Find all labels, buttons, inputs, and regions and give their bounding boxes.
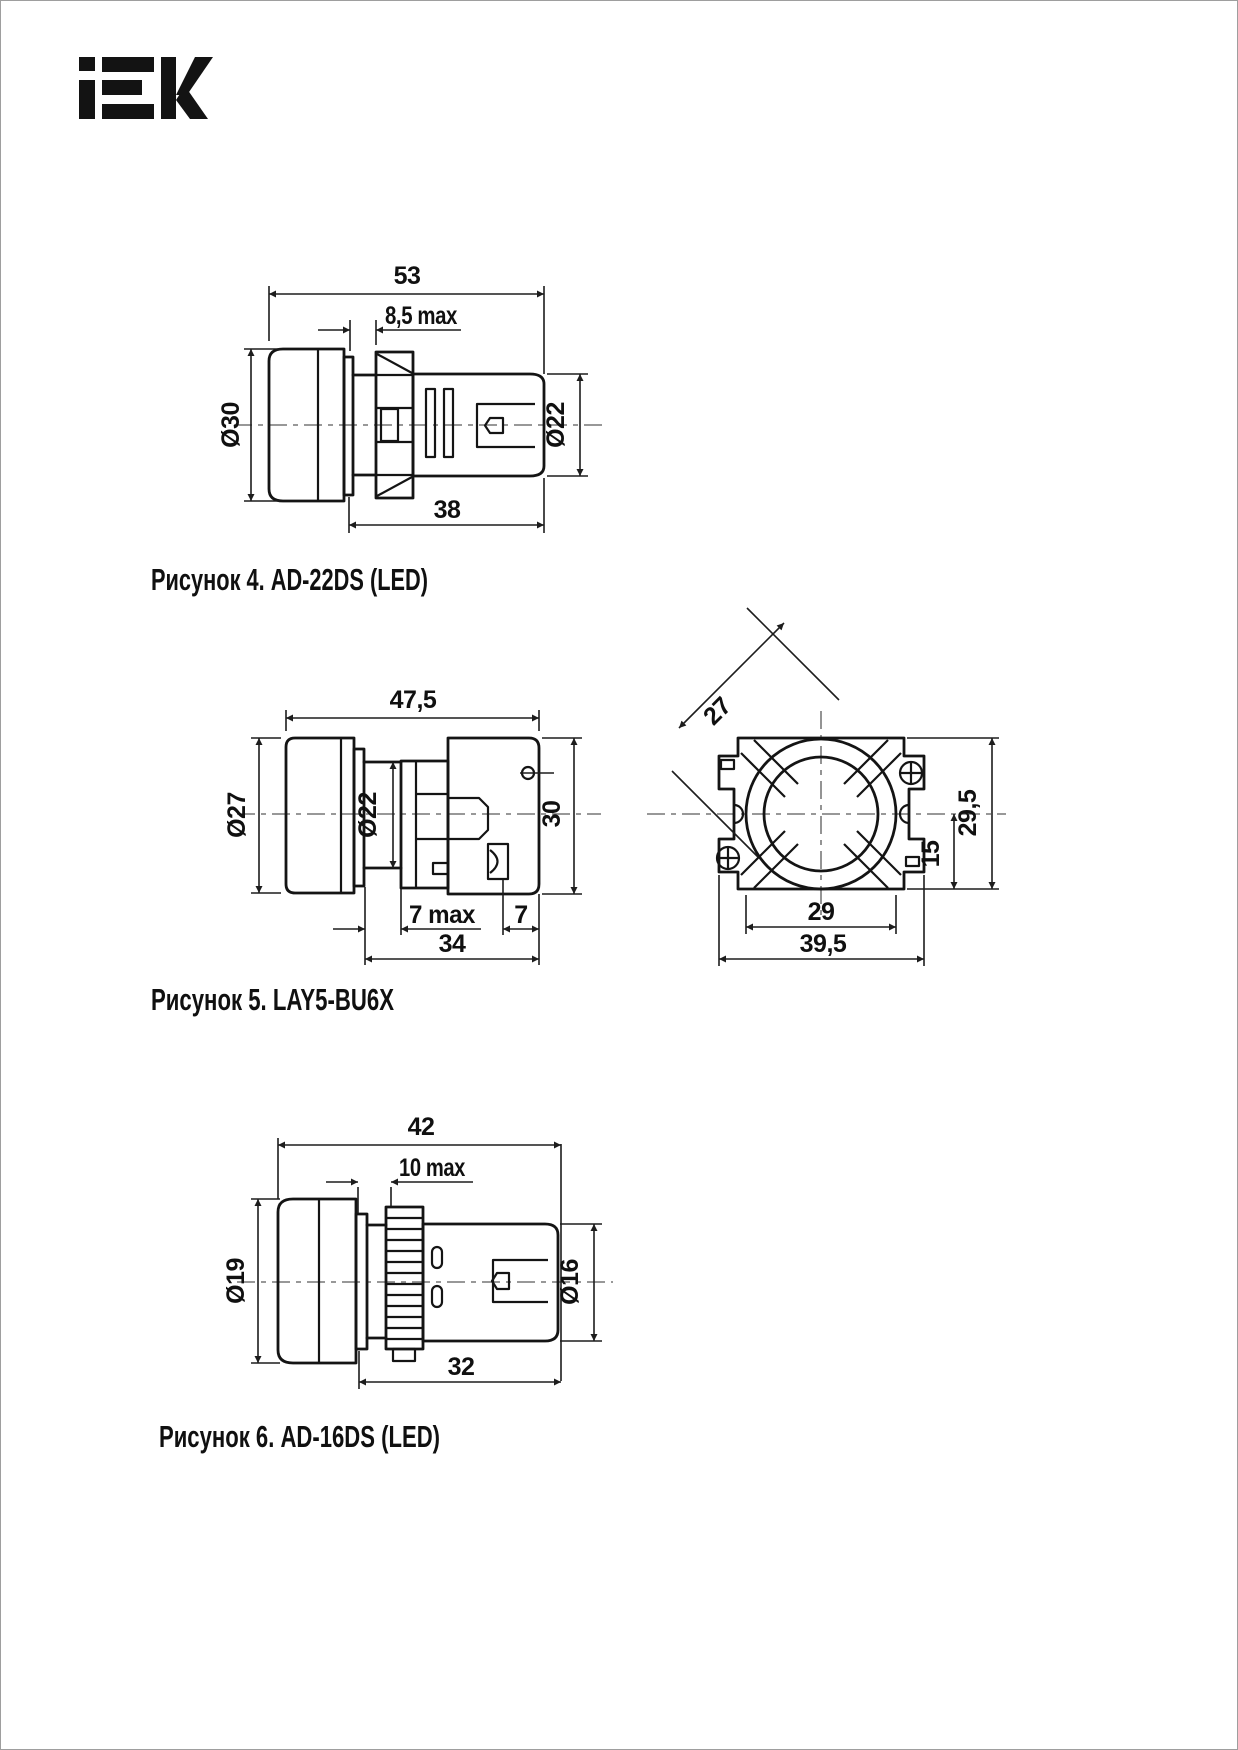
dim-label-d16: Ø16 bbox=[556, 1259, 584, 1305]
dim-label-34: 34 bbox=[438, 930, 466, 958]
dim-label-38: 38 bbox=[433, 496, 461, 524]
dim-label-8-5-max: 8,5 max bbox=[385, 302, 458, 330]
dim-label-d22: Ø22 bbox=[542, 402, 570, 448]
figure-6-caption: Рисунок 6. AD-16DS (LED) bbox=[159, 1419, 440, 1454]
dim-label-29-5: 29,5 bbox=[954, 789, 982, 837]
dim-label-7-max: 7 max bbox=[409, 901, 476, 929]
figure-4-caption: Рисунок 4. AD-22DS (LED) bbox=[151, 562, 428, 597]
dim-label-15: 15 bbox=[917, 840, 945, 868]
dim-label-d22: Ø22 bbox=[354, 792, 382, 838]
figure-5-caption: Рисунок 5. LAY5-BU6X bbox=[151, 982, 395, 1017]
dim-label-30: 30 bbox=[538, 800, 566, 828]
dim-label-32: 32 bbox=[447, 1353, 475, 1381]
dim-label-7: 7 bbox=[514, 901, 528, 929]
figure-5-front-dimensions bbox=[672, 608, 999, 966]
dim-label-42: 42 bbox=[407, 1113, 435, 1141]
dim-label-d30: Ø30 bbox=[217, 402, 245, 448]
dim-label-47-5: 47,5 bbox=[389, 686, 437, 714]
figure-5-side-view bbox=[223, 686, 601, 965]
iek-logo bbox=[79, 57, 213, 119]
dim-label-27: 27 bbox=[697, 691, 737, 731]
figure-4-drawing bbox=[217, 262, 602, 533]
figure-5-front-view bbox=[647, 608, 1006, 966]
dim-label-10-max: 10 max bbox=[399, 1154, 466, 1182]
dim-label-29: 29 bbox=[807, 898, 835, 926]
dim-label-53: 53 bbox=[393, 262, 421, 290]
figure-4-dimensions bbox=[217, 262, 588, 533]
drawing-canvas bbox=[1, 1, 1238, 1750]
dim-label-39-5: 39,5 bbox=[799, 930, 847, 958]
figure-5-side-dimensions bbox=[223, 686, 582, 965]
dim-label-d19: Ø19 bbox=[222, 1258, 250, 1304]
dim-label-d27: Ø27 bbox=[223, 792, 251, 838]
figure-6-drawing bbox=[222, 1113, 613, 1389]
